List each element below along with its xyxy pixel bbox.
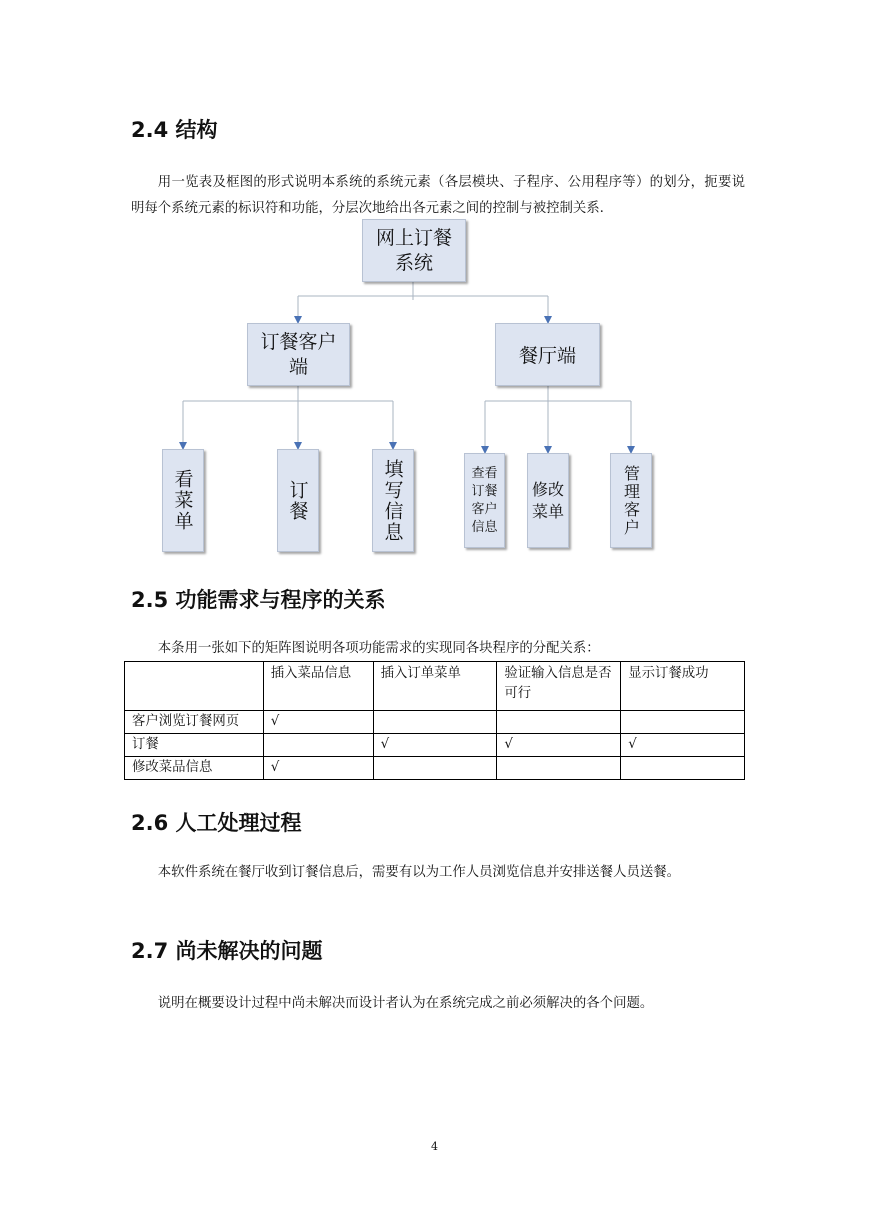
leaf-fill-info-label: 填写信息 <box>381 458 404 543</box>
leaf-view-customers-line-3: 客户 <box>471 501 498 517</box>
diagram-leaf-edit-menu <box>527 453 569 548</box>
table-cell: √ <box>621 734 745 757</box>
table-row <box>125 734 745 757</box>
table-cell <box>373 757 497 780</box>
leaf-edit-menu-line-2: 菜单 <box>531 501 564 521</box>
restaurant-node-label: 餐厅端 <box>518 345 576 367</box>
section-heading-2-7: 2.7 尚未解决的问题 <box>131 939 323 963</box>
table-header-row <box>125 662 745 711</box>
section-2-5-paragraph: 本条用一张如下的矩阵图说明各项功能需求的实现同各块程序的分配关系： <box>157 641 600 656</box>
table-row <box>125 711 745 734</box>
section-heading-2-6: 2.6 人工处理过程 <box>131 811 302 835</box>
leaf-edit-menu-line-1: 修改 <box>531 479 564 499</box>
table-header-cell: 验证输入信息是否可行 <box>497 662 621 711</box>
requirements-matrix-table <box>124 661 745 780</box>
table-cell: 修改菜品信息 <box>125 757 264 780</box>
table-header-cell <box>125 662 264 711</box>
table-header-cell: 显示订餐成功 <box>621 662 745 711</box>
leaf-view-customers-line-1: 查看 <box>471 465 498 481</box>
table-cell: √ <box>263 757 373 780</box>
section-2-6-paragraph: 本软件系统在餐厅收到订餐信息后，需要有以为工作人员浏览信息并安排送餐人员送餐。 <box>157 865 681 880</box>
diagram-leaf-view-customers <box>464 453 505 548</box>
table-header-cell: 插入订单菜单 <box>373 662 497 711</box>
section-2-7-paragraph: 说明在概要设计过程中尚未解决而设计者认为在系统完成之前必须解决的各个问题。 <box>157 996 654 1011</box>
diagram-client-branch-node <box>247 323 350 386</box>
table-header-cell: 插入菜品信息 <box>263 662 373 711</box>
diagram-leaf-manage-customers <box>610 453 652 548</box>
leaf-view-menu-label: 看菜单 <box>171 469 194 532</box>
client-node-line-1: 订餐客户 <box>260 330 337 353</box>
root-node-line-2: 系统 <box>394 251 433 274</box>
diagram-leaf-view-menu <box>162 449 204 552</box>
table-cell: √ <box>373 734 497 757</box>
page-number: 4 <box>431 1140 438 1153</box>
diagram-leaf-order <box>277 449 319 552</box>
table-cell: √ <box>497 734 621 757</box>
table-cell <box>373 711 497 734</box>
table-cell: 订餐 <box>125 734 264 757</box>
leaf-order-label: 订餐 <box>286 479 309 522</box>
table-cell: 客户浏览订餐网页 <box>125 711 264 734</box>
diagram-restaurant-branch-node <box>495 323 600 386</box>
table-cell: √ <box>263 711 373 734</box>
table-cell <box>263 734 373 757</box>
diagram-leaf-fill-info <box>372 449 414 552</box>
section-heading-2-5: 2.5 功能需求与程序的关系 <box>131 588 386 612</box>
leaf-view-customers-line-4: 信息 <box>471 519 498 535</box>
root-node-line-1: 网上订餐 <box>375 226 452 249</box>
table-cell <box>621 757 745 780</box>
leaf-manage-customers-label: 管理客户 <box>621 464 641 537</box>
diagram-root-node <box>362 219 466 282</box>
client-node-line-2: 端 <box>288 355 308 378</box>
table-cell <box>497 757 621 780</box>
table-cell <box>497 711 621 734</box>
table-row <box>125 757 745 780</box>
table-cell <box>621 711 745 734</box>
section-heading-2-4: 2.4 结构 <box>131 118 218 142</box>
leaf-view-customers-line-2: 订餐 <box>471 483 498 499</box>
section-2-4-paragraph: 用一览表及框图的形式说明本系统的系统元素（各层模块、子程序、公用程序等）的划分，扼要说明每个系统元素的标识符和功能，分层次地给出各元素之间的控制与被控制关系. <box>131 175 745 216</box>
